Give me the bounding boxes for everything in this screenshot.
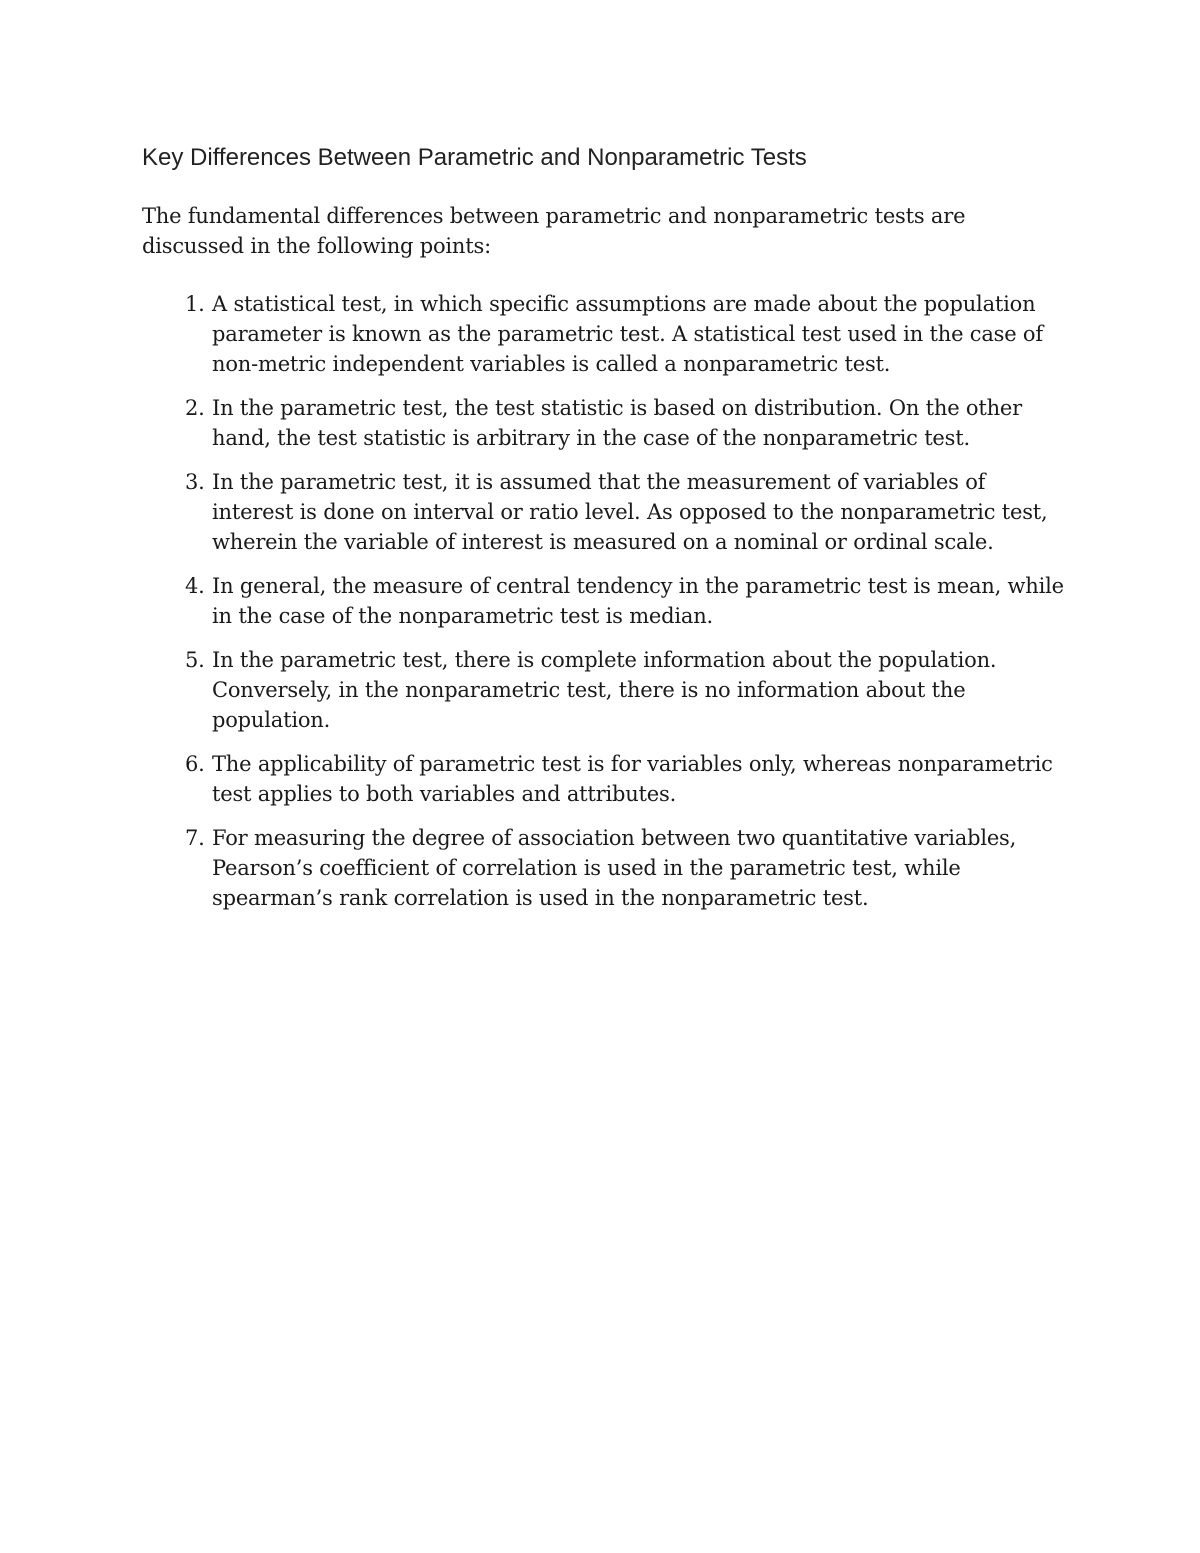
list-item (142, 645, 1072, 735)
list-item-text: For measuring the degree of association between two quantitative variables, Pearson’s coefficient of correlation is used in the parametric test, while spearman’s rank correlation is used in the nonparametric test. (212, 826, 1017, 910)
differences-list (142, 289, 1072, 913)
intro-paragraph: The fundamental differences between parametric and nonparametric tests are discussed in the following points: (142, 204, 966, 258)
list-item-number: 3. (185, 470, 205, 494)
list-item (142, 571, 1072, 631)
list-item-number: 7. (185, 826, 205, 850)
list-item-text: In the parametric test, there is complete information about the population. Conversely, in the nonparametric test, there is no information about the population. (212, 648, 997, 732)
list-item (142, 823, 1072, 913)
list-item-text: In general, the measure of central tendency in the parametric test is mean, while in the case of the nonparametric test is median. (212, 574, 1064, 628)
list-item (142, 467, 1072, 557)
list-item (142, 289, 1072, 379)
list-item-number: 2. (185, 396, 205, 420)
page-title: Key Differences Between Parametric and Nonparametric Tests (142, 144, 807, 171)
list-item-text: The applicability of parametric test is for variables only, whereas nonparametric test applies to both variables and attributes. (212, 752, 1053, 806)
list-item-text: In the parametric test, the test statistic is based on distribution. On the other hand, the test statistic is arbitrary in the case of the nonparametric test. (212, 396, 1022, 450)
list-item-number: 5. (185, 648, 205, 672)
list-item (142, 393, 1072, 453)
list-item (142, 749, 1072, 809)
list-item-text: In the parametric test, it is assumed that the measurement of variables of interest is done on interval or ratio level. As opposed to the nonparametric test, wherein the variable of interest is measured on a nominal or ordinal scale. (212, 470, 1048, 554)
list-item-number: 6. (185, 752, 205, 776)
list-item-number: 1. (185, 292, 205, 316)
list-item-text: A statistical test, in which specific assumptions are made about the population parameter is known as the parametric test. A statistical test used in the case of non-metric independent variables is called a nonparametric test. (212, 292, 1043, 376)
document-content (142, 143, 1072, 927)
list-item-number: 4. (185, 574, 205, 598)
